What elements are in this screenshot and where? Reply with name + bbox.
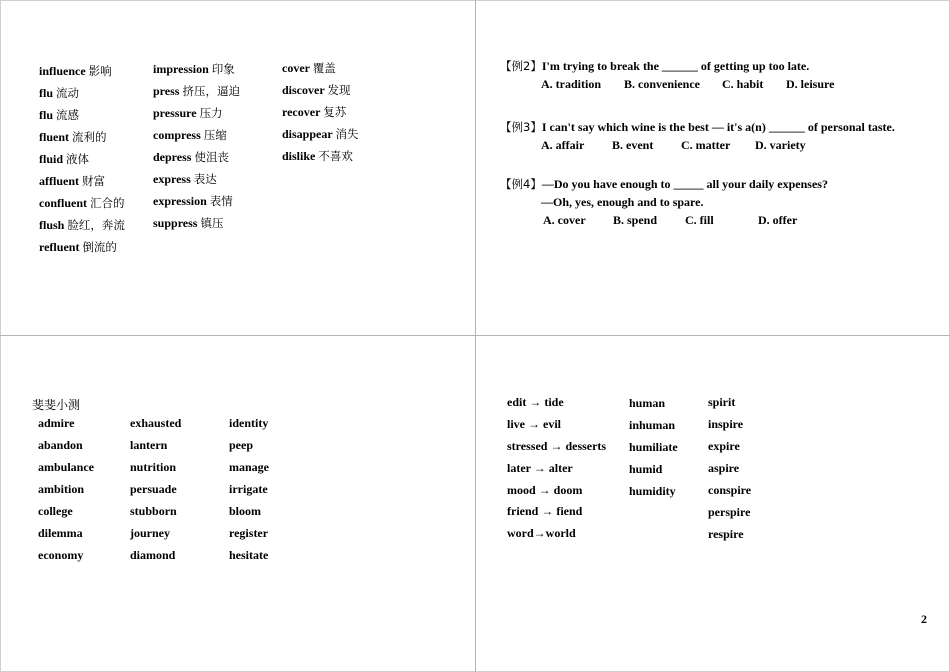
word-item: influence 影响 bbox=[39, 64, 112, 78]
example-question: 【例3】I can't say which wine is the best — it's a(n) ______ of personal taste. bbox=[500, 120, 895, 134]
example-option: A. cover bbox=[543, 213, 586, 227]
word-item: fluent 流利的 bbox=[39, 130, 107, 144]
list-item: ambition bbox=[38, 482, 85, 496]
example-option: B. spend bbox=[613, 213, 658, 227]
example-option: D. leisure bbox=[786, 77, 835, 91]
list-item: irrigate bbox=[229, 482, 268, 496]
example-option: B. convenience bbox=[624, 77, 700, 91]
list-item: spirit bbox=[708, 395, 736, 409]
list-item: diamond bbox=[130, 548, 176, 562]
list-item: lantern bbox=[130, 438, 168, 452]
word-item: pressure 压力 bbox=[153, 106, 223, 120]
word-item: refluent 倒流的 bbox=[39, 240, 117, 254]
word-item: express 表达 bbox=[153, 172, 217, 186]
example-option: C. matter bbox=[681, 138, 731, 152]
example-option: D. offer bbox=[758, 213, 798, 227]
list-item: word→world bbox=[507, 526, 576, 540]
list-item: humidity bbox=[629, 484, 676, 498]
list-item: mood → doom bbox=[507, 483, 583, 497]
list-item: hesitate bbox=[229, 548, 269, 562]
word-item: press 挤压，逼迫 bbox=[153, 84, 240, 98]
list-item: identity bbox=[229, 416, 269, 430]
word-item: discover 发现 bbox=[282, 83, 351, 97]
word-item: recover 复苏 bbox=[282, 105, 347, 119]
list-item: stressed → desserts bbox=[507, 439, 607, 453]
word-item: fluid 液体 bbox=[39, 152, 90, 166]
list-item: edit → tide bbox=[507, 395, 564, 409]
list-item: respire bbox=[708, 527, 744, 541]
word-item: affluent 财富 bbox=[39, 174, 105, 188]
horizontal-divider bbox=[0, 335, 950, 336]
list-item: ambulance bbox=[38, 460, 95, 474]
quiz-heading: 斐斐小测 bbox=[32, 398, 81, 412]
list-item: nutrition bbox=[130, 460, 177, 474]
list-item: humid bbox=[629, 462, 663, 476]
word-item: flu 流动 bbox=[39, 86, 80, 100]
example-option: B. event bbox=[612, 138, 654, 152]
word-item: flush 脸红，奔流 bbox=[39, 218, 125, 232]
list-item: manage bbox=[229, 460, 269, 474]
list-item: aspire bbox=[708, 461, 740, 475]
word-item: expression 表情 bbox=[153, 194, 233, 208]
list-item: conspire bbox=[708, 483, 752, 497]
example-option: C. fill bbox=[685, 213, 714, 227]
list-item: admire bbox=[38, 416, 75, 430]
example-option: A. affair bbox=[541, 138, 585, 152]
vertical-divider bbox=[475, 0, 476, 672]
list-item: exhausted bbox=[130, 416, 182, 430]
list-item: perspire bbox=[708, 505, 751, 519]
word-item: depress 使沮丧 bbox=[153, 150, 229, 164]
example-option: A. tradition bbox=[541, 77, 601, 91]
word-item: compress 压缩 bbox=[153, 128, 227, 142]
list-item: persuade bbox=[130, 482, 177, 496]
page-number: 2 bbox=[921, 612, 927, 626]
list-item: journey bbox=[130, 526, 170, 540]
word-item: confluent 汇合的 bbox=[39, 196, 125, 210]
list-item: friend → fiend bbox=[507, 504, 583, 518]
list-item: register bbox=[229, 526, 269, 540]
list-item: stubborn bbox=[130, 504, 177, 518]
list-item: inhuman bbox=[629, 418, 676, 432]
word-item: disappear 消失 bbox=[282, 127, 359, 141]
word-item: suppress 镇压 bbox=[153, 216, 224, 230]
example-question: 【例2】I'm trying to break the ______ of getting up too late. bbox=[500, 59, 810, 73]
example-option: D. variety bbox=[755, 138, 806, 152]
word-item: cover 覆盖 bbox=[282, 61, 336, 75]
list-item: humiliate bbox=[629, 440, 678, 454]
example-reply: —Oh, yes, enough and to spare. bbox=[541, 195, 704, 209]
word-item: impression 印象 bbox=[153, 62, 235, 76]
list-item: abandon bbox=[38, 438, 83, 452]
word-item: dislike 不喜欢 bbox=[282, 149, 353, 163]
list-item: expire bbox=[708, 439, 740, 453]
example-option: C. habit bbox=[722, 77, 764, 91]
list-item: later → alter bbox=[507, 461, 573, 475]
list-item: college bbox=[38, 504, 73, 518]
list-item: live → evil bbox=[507, 417, 561, 431]
list-item: dilemma bbox=[38, 526, 83, 540]
word-item: flu 流感 bbox=[39, 108, 80, 122]
list-item: peep bbox=[229, 438, 253, 452]
list-item: economy bbox=[38, 548, 84, 562]
list-item: bloom bbox=[229, 504, 262, 518]
list-item: inspire bbox=[708, 417, 744, 431]
list-item: human bbox=[629, 396, 666, 410]
example-question: 【例4】—Do you have enough to _____ all your daily expenses? bbox=[500, 177, 828, 191]
